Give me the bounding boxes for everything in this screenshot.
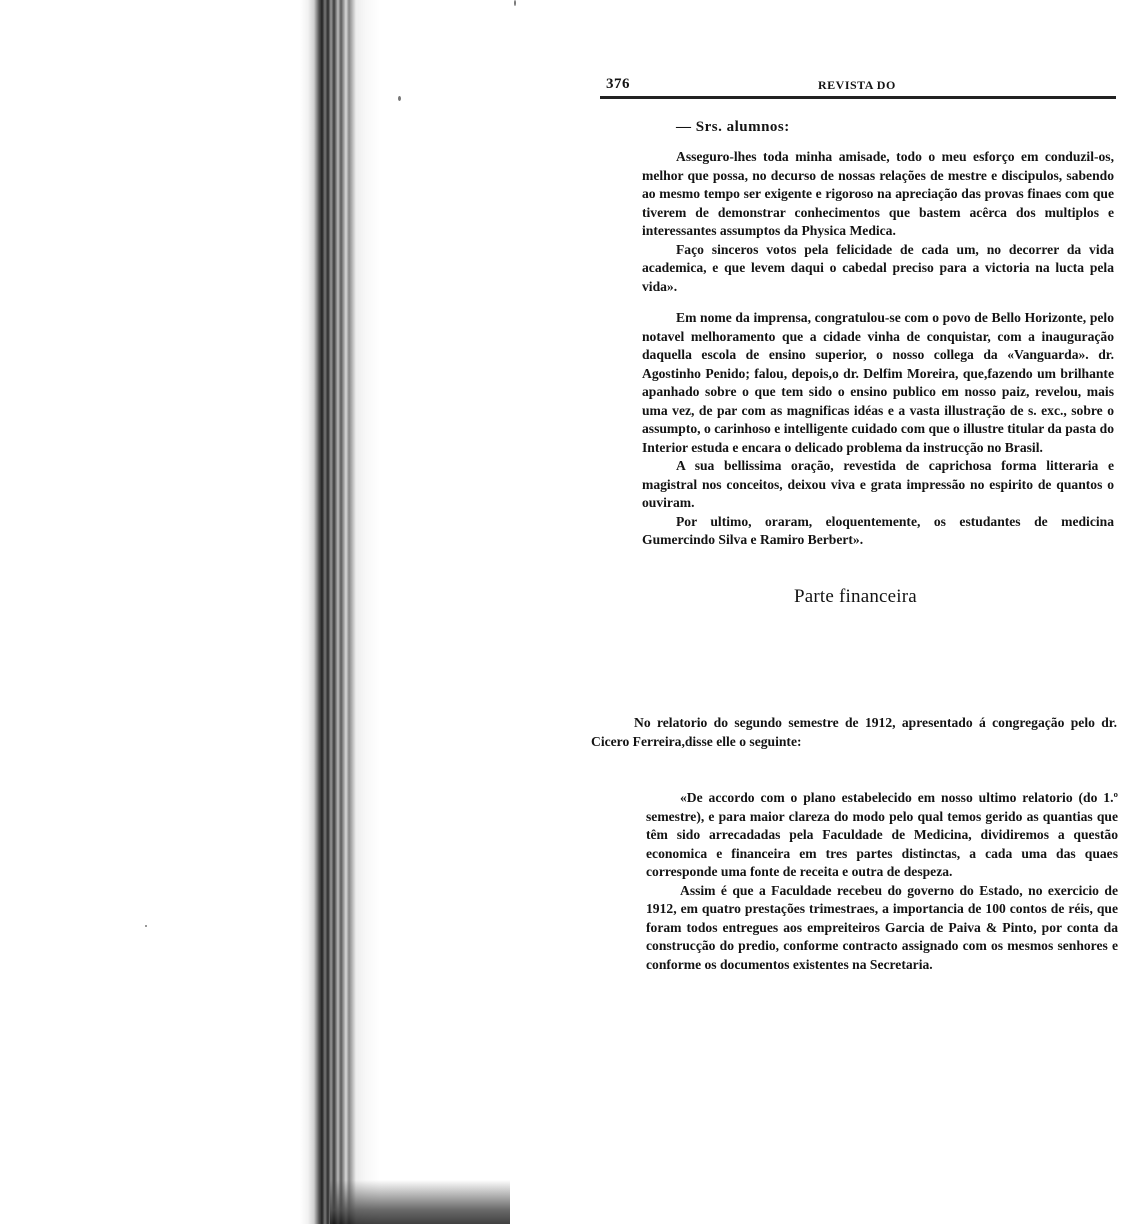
page-number: 376 — [606, 76, 630, 92]
paragraph: «De accordo com o plano estabelecido em nosso ultimo relatorio (do 1.º semestre), e para maior clareza do modo pelo qual temos gerido as quantias que têm sido arrecadadas pela Faculdade de Medicina, dividiremos a questão economica e financeira em tres partes distinctas, a cada uma das quaes corresponde uma fonte de receita e outra de despeza. — [646, 790, 1118, 879]
finance-intro — [591, 714, 1117, 751]
speech-text — [642, 148, 1114, 296]
book-gutter-shadow — [300, 0, 380, 1224]
paper-speck — [398, 96, 401, 101]
paragraph: Faço sinceros votos pela felicidade de cada um, no decorrer da vida academica, e que levem daqui o cabedal preciso para a victoria na lucta pela vida». — [642, 241, 1114, 294]
binding-shadow-bottom — [330, 1180, 510, 1224]
paragraph: A sua bellissima oração, revestida de caprichosa forma litteraria e magistral nos conceitos, deixou viva e grata impressão no espirito de quantos o ouviram. — [642, 458, 1114, 510]
paper-speck — [514, 0, 516, 6]
paragraph: Assim é que a Faculdade recebeu do governo do Estado, no exercicio de 1912, em quatro prestações trimestraes, a importancia de 100 contos de réis, que foram todos entregues aos empreiteiros Garcia de Paiva & Pinto, por conta da construcção do predio, conforme contracto assignado com os mesmos senhores e conforme os documentos existentes na Secretaria. — [646, 882, 1118, 972]
report-text — [642, 309, 1114, 550]
paragraph: Em nome da imprensa, congratulou-se com o povo de Bello Horizonte, pelo notavel melhoramento que a cidade vinha de conquistar, com a inauguração daquella escola de ensino superior, o nosso collega da «Vanguarda». dr. Agostinho Penido; falou, depois,o dr. Delfim Moreira, que,fazendo um brilhante apanhado sobre o que tem sido o ensino publico em nosso paiz, revelou, mais uma vez, de par com as magnificas idéas e a vasta illustração de s. exc., sobre o assumpto, o carinhoso e intelligente cuidado com que o illustre titular da pasta do Interior estuda e encara o delicado problema da instrucção no Brasil. — [642, 310, 1114, 455]
running-head: REVISTA DO — [818, 78, 896, 92]
finance-text — [646, 789, 1118, 974]
paragraph: No relatorio do segundo semestre de 1912, apresentado á congregação pelo dr. Cicero Ferreira,disse elle o seguinte: — [591, 715, 1117, 749]
speech-salutation: — Srs. alumnos: — [676, 119, 790, 135]
paragraph: Asseguro-lhes toda minha amisade, todo o meu esforço em conduzil-os, melhor que possa, no decurso de nossas relações de mestre e discipulos, sabendo ao mesmo tempo ser exigente e rigoroso na apreciação das provas finaes com que tiverem de demonstrar conhecimentos que bastem acêrca dos multiplos e interessantes assumptos da Physica Medica. — [642, 149, 1114, 238]
page-header — [600, 74, 1116, 99]
section-title: Parte financeira — [794, 585, 917, 607]
book-page — [600, 74, 1116, 608]
paper-speck — [145, 925, 147, 927]
paragraph: Por ultimo, oraram, eloquentemente, os estudantes de medicina Gumercindo Silva e Ramiro Berbert». — [642, 513, 1114, 547]
